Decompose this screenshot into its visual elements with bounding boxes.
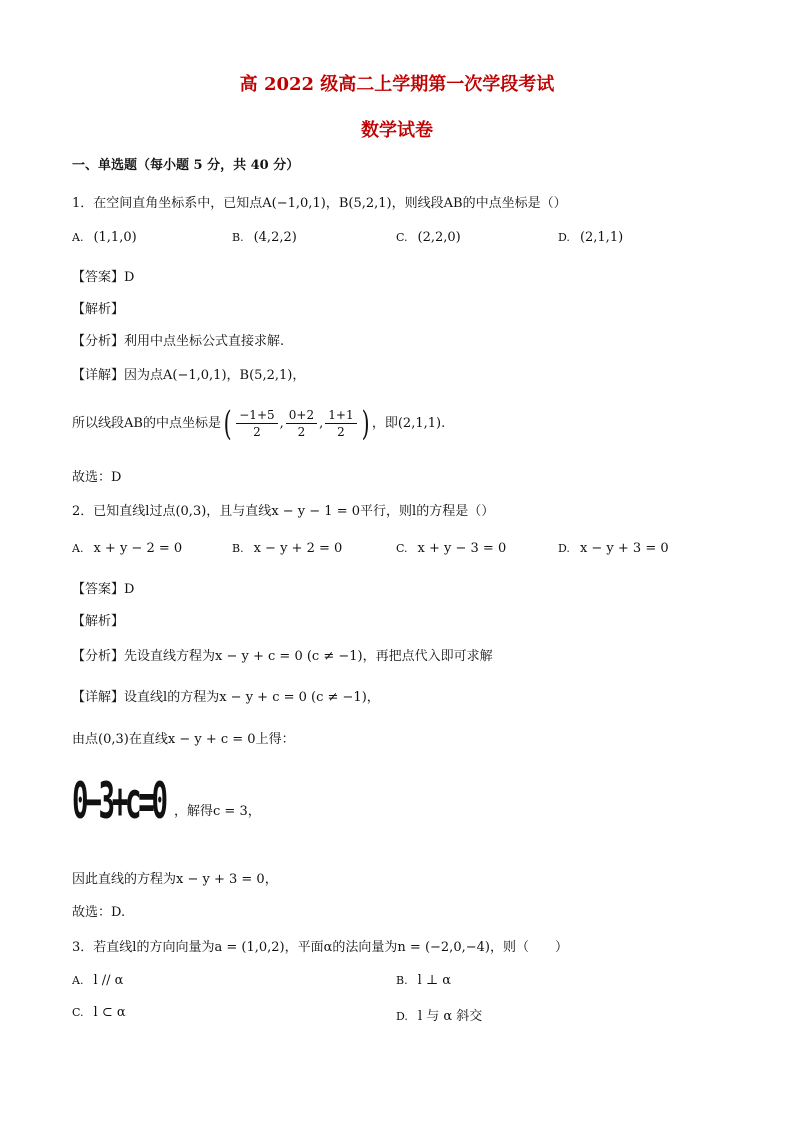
fraction-numerator: 0+2 xyxy=(286,407,317,424)
option-label: A. xyxy=(72,974,84,987)
fraction-numerator: 1+1 xyxy=(325,407,356,424)
q1-line-text-b: 的中点坐标是 xyxy=(142,416,221,431)
q2-line2-text: 由点 xyxy=(72,732,99,747)
q2-xiangjie-text-b: 的方程为 xyxy=(167,690,220,705)
option-text: (1,1,0) xyxy=(93,230,137,245)
q1-xiangjie-point-b: B(5,2,1) xyxy=(239,368,293,383)
q2-option-d[interactable] xyxy=(558,541,669,556)
q2-fenxi-text: 【分析】先设直线方程为 xyxy=(72,649,216,664)
q1-analysis-heading: 【解析】 xyxy=(72,302,125,317)
q1-xiangjie xyxy=(72,364,305,383)
q2-option-a[interactable] xyxy=(72,541,182,556)
left-paren: ( xyxy=(223,403,232,444)
q2-fenxi xyxy=(72,645,493,664)
q1-answer: 【答案】D xyxy=(72,270,135,285)
q2-big-equation: 0−3+c=0 xyxy=(72,772,165,830)
q1-stem-text: 1．在空间直角坐标系中，已知点 xyxy=(72,196,263,211)
q2-option-b[interactable] xyxy=(232,541,342,556)
q2-conclude-end: ， xyxy=(264,872,278,887)
q1-line-text-c: ，即 xyxy=(371,416,398,431)
q2-line2-equation: x − y + c = 0 xyxy=(167,732,256,747)
q2-equation: x − y − 1 = 0 xyxy=(271,504,361,519)
option-text: l ⊂ α xyxy=(93,1005,126,1020)
q2-stem-text-c: ，且与直线 xyxy=(206,504,272,519)
q1-segment: AB xyxy=(443,196,463,211)
option-label: D. xyxy=(558,542,570,555)
q3-vector-n: n = (−2,0,−4) xyxy=(397,940,490,955)
q3-plane-alpha: α xyxy=(323,940,333,955)
q2-xiangjie xyxy=(72,686,380,705)
option-text: l 与 α 斜交 xyxy=(417,1009,483,1024)
q1-fenxi: 【分析】利用中点坐标公式直接求解. xyxy=(72,334,285,349)
option-label: D. xyxy=(558,231,570,244)
q2-option-c[interactable] xyxy=(396,541,506,556)
fraction-comma: , xyxy=(279,416,284,431)
q2-xiangjie-text: 【详解】设直线 xyxy=(72,690,164,705)
option-label: C. xyxy=(396,231,408,244)
q1-option-b[interactable] xyxy=(232,230,297,245)
option-label: B. xyxy=(396,974,408,987)
q2-guxuan: 故选：D. xyxy=(72,905,126,920)
q3-stem-text-c: ，平面 xyxy=(284,940,324,955)
option-text: x + y − 3 = 0 xyxy=(417,541,507,556)
q2-conclude-equation: x − y + 3 = 0 xyxy=(176,872,265,887)
q1-xiangjie-point-a: A(−1,0,1) xyxy=(163,368,227,383)
q1-option-d[interactable] xyxy=(558,230,623,245)
exam-title: 高 2022 级高二上学期第一次学段考试 xyxy=(239,74,555,95)
q2-conclude-text: 因此直线的方程为 xyxy=(72,872,177,887)
option-text: x + y − 2 = 0 xyxy=(93,541,183,556)
q2-stem xyxy=(72,500,494,519)
fraction-comma: , xyxy=(319,416,324,431)
q3-option-d[interactable] xyxy=(396,1005,482,1024)
option-text: l // α xyxy=(93,973,124,988)
fraction-denominator: 2 xyxy=(337,425,345,439)
q1-stem xyxy=(72,192,567,211)
fraction-1 xyxy=(236,407,277,440)
option-label: C. xyxy=(72,1006,84,1019)
exam-subtitle: 数学试卷 xyxy=(361,120,433,141)
q3-option-c[interactable] xyxy=(72,1005,126,1020)
q2-fenxi-text-b: ，再把点代入即可求解 xyxy=(362,649,493,664)
option-label: B. xyxy=(232,231,244,244)
q2-stem-text-b: 过点 xyxy=(149,504,176,519)
q2-stem-text: 2．已知直线 xyxy=(72,504,146,519)
q3-stem-text: 3．若直线 xyxy=(72,940,133,955)
right-paren: ) xyxy=(361,403,370,444)
q2-solve-text: ，解得 xyxy=(174,804,214,819)
fraction-3 xyxy=(325,407,356,440)
q2-solve xyxy=(174,800,261,819)
q3-stem-text-b: 的方向向量为 xyxy=(136,940,215,955)
q1-line-segment: AB xyxy=(124,416,143,431)
q1-point-b: B(5,2,1) xyxy=(338,196,392,211)
q1-xiangjie-end: ， xyxy=(292,368,306,383)
q3-option-b[interactable] xyxy=(396,973,451,988)
q3-stem xyxy=(72,936,568,955)
q2-fenxi-equation: x − y + c = 0 (c ≠ −1) xyxy=(215,649,363,664)
option-label: C. xyxy=(396,542,408,555)
fraction-denominator: 2 xyxy=(253,425,261,439)
q2-point: (0,3) xyxy=(175,504,207,519)
q2-stem-text-d: 平行，则 xyxy=(360,504,413,519)
q2-solve-equation: c = 3 xyxy=(213,804,248,819)
q2-line2-text-c: 上得： xyxy=(255,732,295,747)
q3-stem-text-e: ，则（ ） xyxy=(489,940,568,955)
q2-xiangjie-end: ， xyxy=(366,690,380,705)
q2-line-l: l xyxy=(145,504,150,519)
fraction-numerator: −1+5 xyxy=(236,407,277,424)
q2-line2-point: (0,3) xyxy=(98,732,129,747)
q2-analysis-heading: 【解析】 xyxy=(72,614,125,629)
q1-point-a: A(−1,0,1) xyxy=(262,196,326,211)
q1-result: (2,1,1) xyxy=(397,416,442,431)
q1-midpoint-line xyxy=(72,402,445,446)
q3-line-l: l xyxy=(132,940,137,955)
q2-substitute-line xyxy=(72,728,295,747)
q1-option-a[interactable] xyxy=(72,230,137,245)
option-text: (2,1,1) xyxy=(579,230,624,245)
q1-stem-text-c: 的中点坐标是（） xyxy=(462,196,567,211)
q2-xiangjie-l: l xyxy=(163,690,168,705)
q1-xiangjie-text: 【详解】因为点 xyxy=(72,368,164,383)
q2-answer: 【答案】D xyxy=(72,582,135,597)
q2-line2-text-b: 在直线 xyxy=(128,732,168,747)
q1-stem-text-b: ，则线段 xyxy=(391,196,444,211)
q2-conclude xyxy=(72,868,278,887)
q3-option-a[interactable] xyxy=(72,973,123,988)
option-text: (2,2,0) xyxy=(417,230,461,245)
q1-xiangjie-sep: ， xyxy=(226,368,240,383)
fraction-2 xyxy=(286,407,317,440)
fraction-denominator: 2 xyxy=(297,425,306,439)
option-text: l ⊥ α xyxy=(417,973,452,988)
section-heading: 一、单选题（每小题 5 分，共 40 分） xyxy=(72,158,300,173)
q2-stem-text-e: 的方程是（） xyxy=(416,504,495,519)
option-text: (4,2,2) xyxy=(253,230,297,245)
q1-line-end: . xyxy=(441,416,446,431)
q2-line-l-2: l xyxy=(412,504,417,519)
option-label: D. xyxy=(396,1010,408,1023)
q3-stem-text-d: 的法向量为 xyxy=(332,940,398,955)
q2-xiangjie-equation: x − y + c = 0 (c ≠ −1) xyxy=(219,690,367,705)
option-text: x − y + 3 = 0 xyxy=(579,541,669,556)
option-text: x − y + 2 = 0 xyxy=(253,541,343,556)
q1-separator: ， xyxy=(325,196,339,211)
q1-guxuan: 故选：D xyxy=(72,470,122,485)
option-label: A. xyxy=(72,542,84,555)
q2-solve-end: ， xyxy=(247,804,261,819)
option-label: B. xyxy=(232,542,244,555)
q1-line-text: 所以线段 xyxy=(72,416,125,431)
q1-option-c[interactable] xyxy=(396,230,461,245)
q3-vector-a: a = (1,0,2) xyxy=(214,940,285,955)
option-label: A. xyxy=(72,231,84,244)
